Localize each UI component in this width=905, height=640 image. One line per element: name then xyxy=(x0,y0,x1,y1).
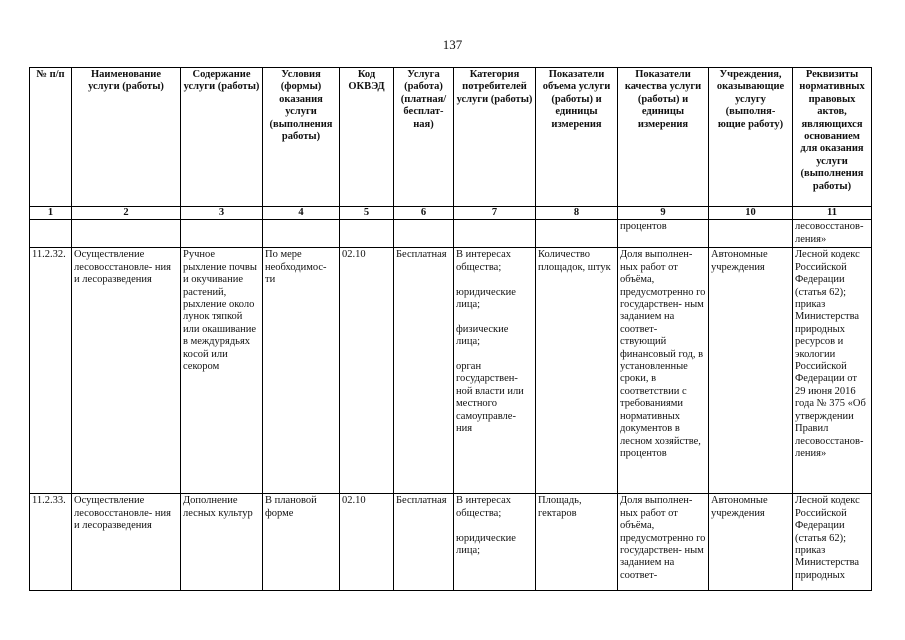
header-cell: Наименование услуги (работы) xyxy=(72,68,181,207)
requisites: Лесной кодекс Российской Федерации (статья 62); приказ Министерства природных ресурсов и экологии Российской Федерации от 29 июня 2016 года № 375 «Об утверждении Правил лесовосстанов- ления» xyxy=(793,248,872,494)
header-cell: Содержание услуги (работы) xyxy=(181,68,263,207)
continuation-row xyxy=(30,220,872,248)
header-cell: Код ОКВЭД xyxy=(340,68,394,207)
header-cell: Условия (формы) оказания услуги (выполнения работы) xyxy=(263,68,340,207)
column-number: 5 xyxy=(340,207,394,220)
header-cell: Показатели качества услуги (работы) и единицы измерения xyxy=(618,68,709,207)
service-conditions: По мере необходимос- ти xyxy=(263,248,340,494)
requisites: Лесной кодекс Российской Федерации (статья 62); приказ Министерства природных xyxy=(793,494,872,591)
service-name: Осуществление лесовосстановле- ния и лесоразведения xyxy=(72,494,181,591)
column-number: 11 xyxy=(793,207,872,220)
quality-indicator: Доля выполнен- ных работ от объёма, предусмотренно го государствен- ным заданием на соответ- ствующий финансовый год, в установленные сроки, в соответствии с требованиями нормативных документов в лесном хозяйстве, процентов xyxy=(618,248,709,494)
page-number: 137 xyxy=(442,37,463,52)
consumer-item: В интересах общества; xyxy=(456,495,511,519)
volume-indicator: Площадь, гектаров xyxy=(536,494,618,591)
okved-code: 02.10 xyxy=(340,248,394,494)
column-number-row xyxy=(30,207,872,220)
paid-status: Бесплатная xyxy=(394,248,454,494)
consumer-item: В интересах общества; xyxy=(456,249,511,273)
column-number: 9 xyxy=(618,207,709,220)
service-name: Осуществление лесовосстановле- ния и лесоразведения xyxy=(72,248,181,494)
okved-code: 02.10 xyxy=(340,494,394,591)
paid-status: Бесплатная xyxy=(394,494,454,591)
header-cell: № п/п xyxy=(30,68,72,207)
header-cell: Реквизиты нормативных правовых актов, являющихся основанием для оказания услуги (выполнения работы) xyxy=(793,68,872,207)
column-number: 2 xyxy=(72,207,181,220)
consumer-item: физические лица; xyxy=(456,323,509,348)
table-row xyxy=(30,494,872,591)
column-number: 3 xyxy=(181,207,263,220)
column-number: 4 xyxy=(263,207,340,220)
header-cell: Учреждения, оказывающие услугу (выполня- ющие работу) xyxy=(709,68,793,207)
institutions: Автономные учреждения xyxy=(709,248,793,494)
table-row xyxy=(30,248,872,494)
quality-indicator: Доля выполнен- ных работ от объёма, предусмотренно го государствен- ным заданием на соответ- xyxy=(618,494,709,591)
column-number: 8 xyxy=(536,207,618,220)
column-number: 1 xyxy=(30,207,72,220)
service-conditions: В плановой форме xyxy=(263,494,340,591)
services-table xyxy=(29,67,872,591)
service-content: Ручное рыхление почвы и окучивание растений, рыхление около лунок тяпкой или окашивание в междурядьях косой или секором xyxy=(181,248,263,494)
column-number: 7 xyxy=(454,207,536,220)
column-number: 10 xyxy=(709,207,793,220)
row-number: 11.2.32. xyxy=(30,248,72,494)
table-header-row xyxy=(30,68,872,207)
consumer-item: юридические лица; xyxy=(456,532,516,557)
consumers-cell xyxy=(454,248,536,494)
column-number: 6 xyxy=(394,207,454,220)
header-cell: Услуга (работа) (платная/ бесплат- ная) xyxy=(394,68,454,207)
volume-indicator: Количество площадок, штук xyxy=(536,248,618,494)
consumer-item: орган государствен- ной власти или местного самоуправле- ния xyxy=(456,361,524,435)
header-cell: Категория потребителей услуги (работы) xyxy=(454,68,536,207)
institutions: Автономные учреждения xyxy=(709,494,793,591)
row-number: 11.2.33. xyxy=(30,494,72,591)
consumer-item: юридические лица; xyxy=(456,286,516,311)
consumers-cell xyxy=(454,494,536,591)
service-content: Дополнение лесных культур xyxy=(181,494,263,591)
header-cell: Показатели объема услуги (работы) и единицы измерения xyxy=(536,68,618,207)
quality-cell: процентов xyxy=(618,220,709,248)
requisites-cell: лесовосстанов- ления» xyxy=(793,220,872,248)
